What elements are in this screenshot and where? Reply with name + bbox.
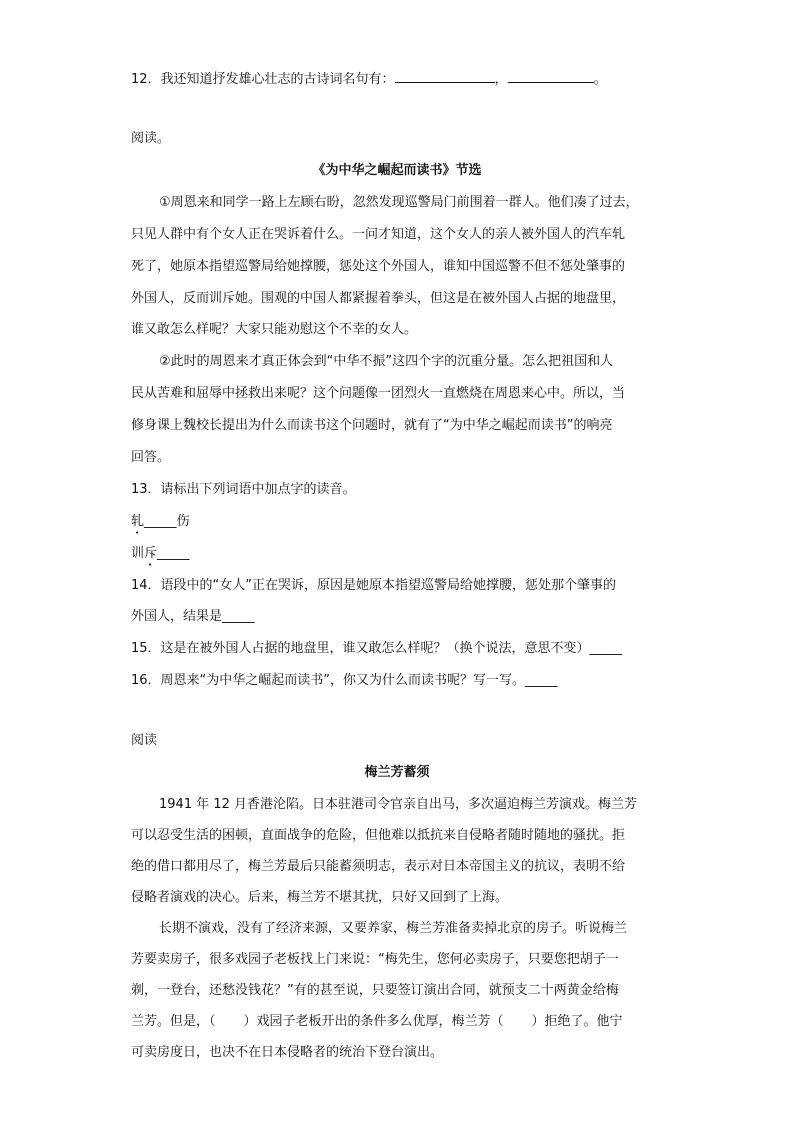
question-12: 12．我还知道抒发雄心壮志的古诗词名句有： ， 。 — [131, 69, 607, 87]
passage-title-1: 《为中华之崛起而读书》节选 — [312, 163, 482, 178]
question-13-prompt: 13．请标出下列词语中加点字的读音。 — [131, 482, 356, 497]
answer-blank-14[interactable]: 外国人，结果是_____ — [131, 609, 255, 624]
section-heading-1: 阅读。 — [131, 131, 171, 146]
question-13-word-2: 训斥_____ — [131, 546, 190, 561]
section-heading-2: 阅读 — [131, 733, 158, 748]
question-16[interactable]: 16．周恩来“为中华之崛起而读书”，你又为什么而读书呢？写一写。_____ — [131, 673, 558, 688]
question-13-word-1: 轧_____伤 — [131, 514, 190, 529]
answer-blank-1[interactable] — [395, 69, 495, 83]
answer-blank-pinyin-1[interactable]: _____ — [144, 514, 177, 529]
question-15[interactable]: 15．这是在被外国人占据的地盘里，谁又敢怎么样呢？（换个说法，意思不变）_____ — [131, 641, 623, 656]
question-12-text: 12．我还知道抒发雄心壮志的古诗词名句有： — [131, 72, 395, 87]
passage-title-2: 梅兰芳蓄须 — [364, 765, 430, 780]
answer-blank-2[interactable] — [508, 69, 594, 83]
answer-blank-pinyin-2[interactable]: _____ — [157, 546, 190, 561]
